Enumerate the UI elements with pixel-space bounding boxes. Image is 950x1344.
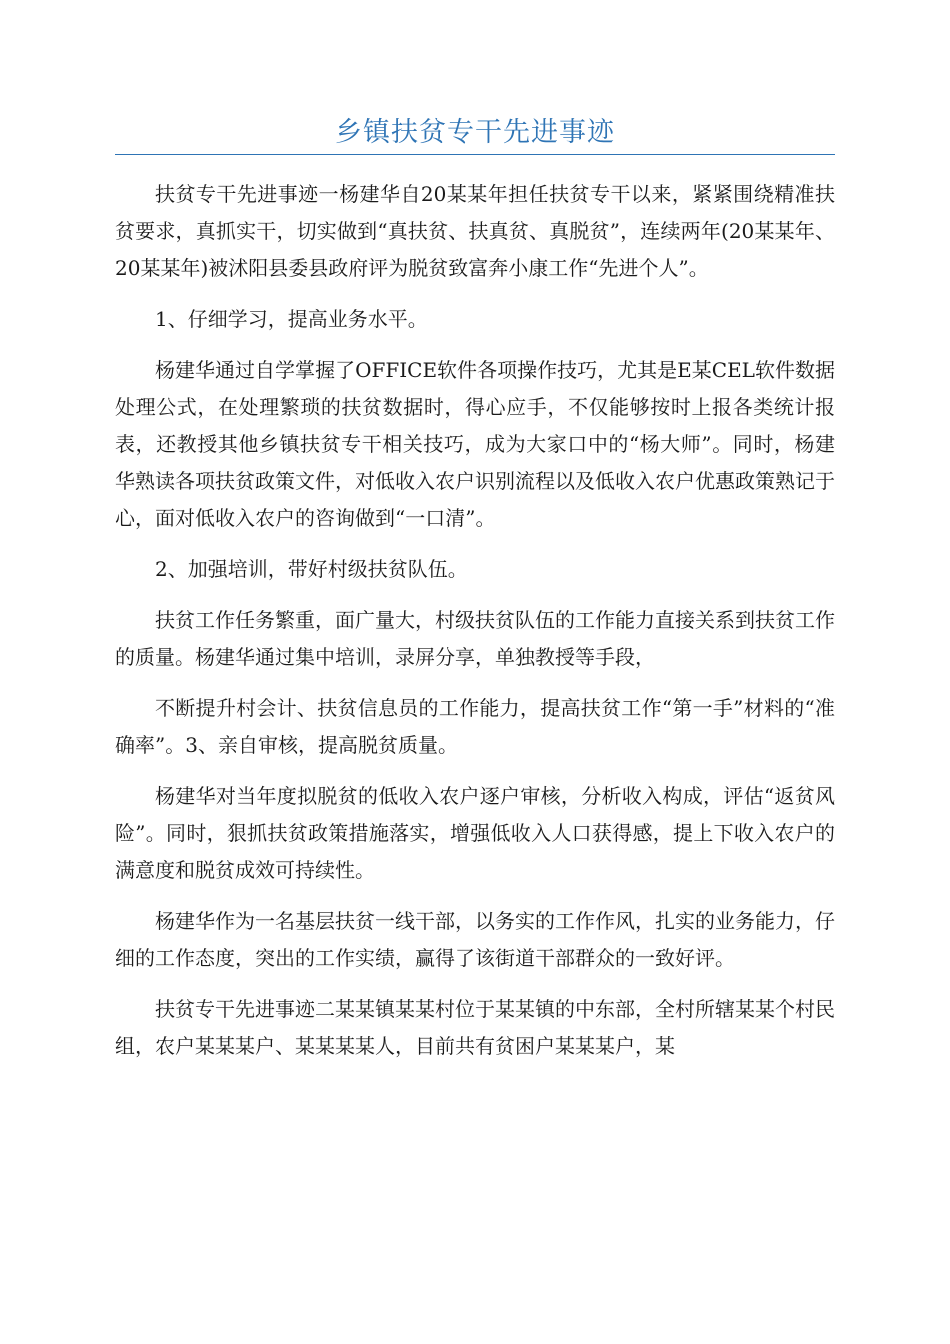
- document-body: [115, 176, 835, 1079]
- paragraph: 扶贫专干先进事迹一杨建华自20某某年担任扶贫专干以来，紧紧围绕精准扶贫要求，真抓实干，切实做到“真扶贫、扶真贫、真脱贫”，连续两年(20某某年、20某某年)被沭阳县委县政府评为脱贫致富奔小康工作“先进个人”。: [115, 182, 835, 280]
- paragraph: 扶贫专干先进事迹二某某镇某某村位于某某镇的中东部，全村所辖某某个村民组，农户某某某户、某某某某人，目前共有贫困户某某某户，某: [115, 997, 835, 1058]
- paragraph: 杨建华对当年度拟脱贫的低收入农户逐户审核，分析收入构成，评估“返贫风险”。同时，狠抓扶贫政策措施落实，增强低收入人口获得感，提上下收入农户的满意度和脱贫成效可持续性。: [115, 784, 835, 882]
- paragraph: 扶贫工作任务繁重，面广量大，村级扶贫队伍的工作能力直接关系到扶贫工作的质量。杨建华通过集中培训，录屏分享，单独教授等手段，: [115, 608, 835, 669]
- document-title: 乡镇扶贫专干先进事迹: [335, 117, 615, 148]
- section-heading-1: 1、仔细学习，提高业务水平。: [155, 307, 428, 331]
- title-underline: [115, 154, 835, 155]
- paragraph: 杨建华作为一名基层扶贫一线干部，以务实的工作作风，扎实的业务能力，仔细的工作态度，突出的工作实绩，赢得了该街道干部群众的一致好评。: [115, 909, 835, 970]
- paragraph: 杨建华通过自学掌握了OFFICE软件各项操作技巧，尤其是E某CEL软件数据处理公式，在处理繁琐的扶贫数据时，得心应手，不仅能够按时上报各类统计报表，还教授其他乡镇扶贫专干相关技巧，成为大家口中的“杨大师”。同时，杨建华熟读各项扶贫政策文件，对低收入农户识别流程以及低收入农户优惠政策熟记于心，面对低收入农户的咨询做到“一口清”。: [115, 358, 835, 530]
- paragraph: 不断提升村会计、扶贫信息员的工作能力，提高扶贫工作“第一手”材料的“准确率”。3、亲自审核，提高脱贫质量。: [115, 696, 835, 757]
- section-heading-2: 2、加强培训，带好村级扶贫队伍。: [155, 557, 468, 581]
